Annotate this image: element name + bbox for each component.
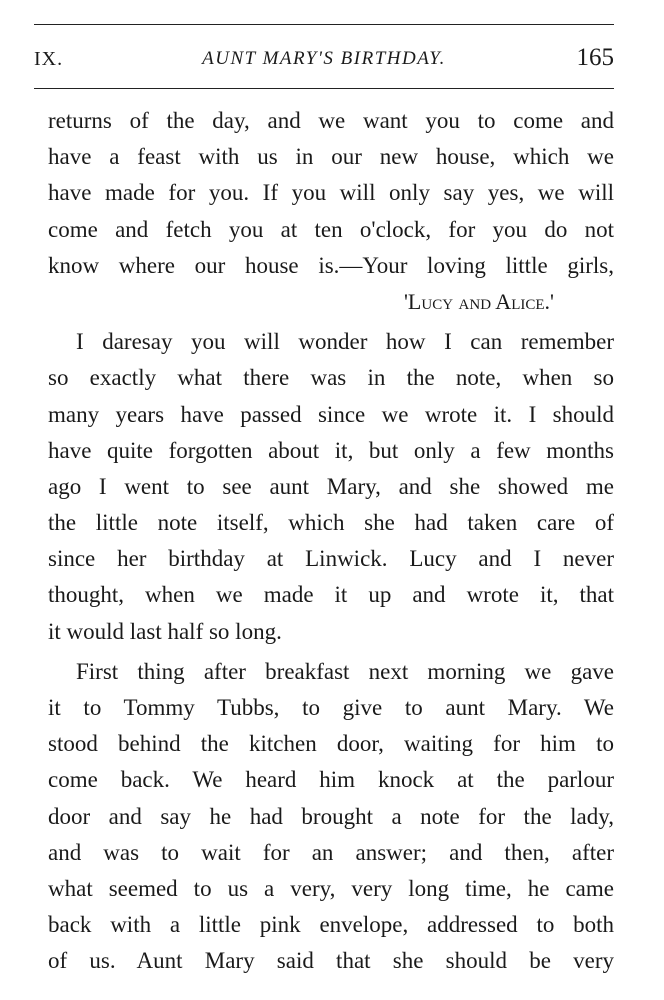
text-line: have made for you. If you will only say yes, we will (48, 180, 614, 206)
text-line: know where our house is.—Your loving little girls, (48, 252, 614, 278)
body-text (48, 103, 614, 980)
running-title: AUNT MARY'S BIRTHDAY. (202, 48, 446, 69)
top-rule (34, 24, 614, 25)
page-number: 165 (576, 44, 614, 71)
text-line: First thing after breakfast next morning we gave (76, 658, 614, 684)
text-line: thought, when we made it up and wrote it, that (48, 582, 614, 608)
text-line: stood behind the kitchen door, waiting for him to (48, 731, 614, 757)
running-head (34, 44, 614, 74)
text-line: and was to wait for an answer; and then, after (48, 839, 614, 865)
header-rule (34, 88, 614, 89)
text-line: have a feast with us in our new house, which we (48, 144, 614, 170)
text-line: back with a little pink envelope, addressed to both (48, 912, 614, 938)
letter-signature: 'Lucy and Alice.' (403, 288, 554, 314)
text-line: many years have passed since we wrote it. I should (48, 401, 614, 427)
chapter-number: IX. (34, 48, 64, 70)
text-line: door and say he had brought a note for the lady, (48, 803, 614, 829)
text-line: what seemed to us a very, very long time, he came (48, 875, 614, 901)
text-line: I daresay you will wonder how I can remember (76, 329, 614, 355)
text-line: returns of the day, and we want you to come and (48, 108, 614, 133)
text-line: it would last half so long. (48, 618, 282, 644)
text-line: since her birthday at Linwick. Lucy and I never (48, 546, 614, 572)
text-line: ago I went to see aunt Mary, and she showed me (48, 473, 614, 499)
text-line: so exactly what there was in the note, when so (48, 365, 614, 391)
text-line: come back. We heard him knock at the parlour (48, 767, 614, 793)
text-line: of us. Aunt Mary said that she should be very (48, 948, 614, 974)
text-line: come and fetch you at ten o'clock, for you do not (48, 216, 614, 242)
text-line: the little note itself, which she had taken care of (48, 510, 614, 536)
text-line: it to Tommy Tubbs, to give to aunt Mary. We (48, 695, 614, 720)
text-line: have quite forgotten about it, but only a few months (48, 437, 614, 463)
